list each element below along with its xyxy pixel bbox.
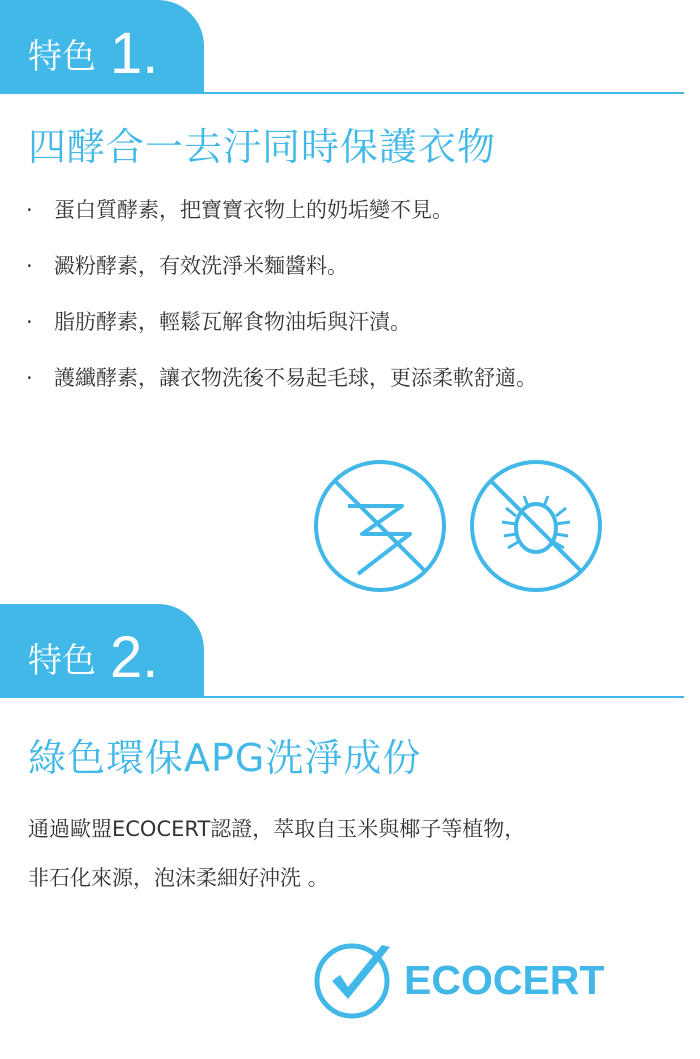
feature-1-heading: 四酵合一去汙同時保護衣物 [28, 125, 497, 169]
bullet-text: 脂肪酵素，輕鬆瓦解食物油垢與汗漬。 [54, 310, 411, 334]
list-item [26, 256, 537, 312]
feature-1-divider [204, 92, 684, 94]
description-line: 非石化來源，泡沫柔細好沖洗 。 [28, 866, 329, 890]
bullet-text: 護纖酵素，讓衣物洗後不易起毛球，更添柔軟舒適。 [54, 366, 537, 390]
feature-2-tab-number: 2. [110, 624, 159, 690]
no-allergen-icon [466, 456, 606, 600]
feature-2-divider [204, 696, 684, 698]
feature-2-description [28, 805, 525, 903]
list-item [26, 368, 537, 424]
bullet-text: 蛋白質酵素，把寶寶衣物上的奶垢變不見。 [54, 198, 453, 222]
feature-1-tab-number: 1. [110, 20, 159, 86]
bullet-mark: · [26, 366, 33, 390]
feature-2-tab-label: 特色 [28, 641, 96, 681]
list-item [26, 200, 537, 256]
bullet-text: 澱粉酵素，有效洗淨米麵醬料。 [54, 254, 348, 278]
feature-2-heading: 綠色環保APG洗淨成份 [28, 736, 422, 780]
list-item [26, 312, 537, 368]
bullet-mark: · [26, 310, 33, 334]
bullet-mark: · [26, 254, 33, 278]
bullet-mark: · [26, 198, 33, 222]
feature-1-tab-label: 特色 [28, 37, 96, 77]
feature-1-tab [0, 0, 204, 94]
ecocert-check-icon [312, 937, 398, 1023]
feature-2-tab [0, 604, 204, 698]
feature-1-bullet-list [26, 200, 537, 424]
description-line: 通過歐盟ECOCERT認證，萃取自玉米與椰子等植物， [28, 817, 526, 841]
ecocert-logo [312, 940, 612, 1020]
no-fluorescent-icon [310, 456, 450, 600]
ecocert-logo-text: ECOCERT [404, 956, 605, 1003]
